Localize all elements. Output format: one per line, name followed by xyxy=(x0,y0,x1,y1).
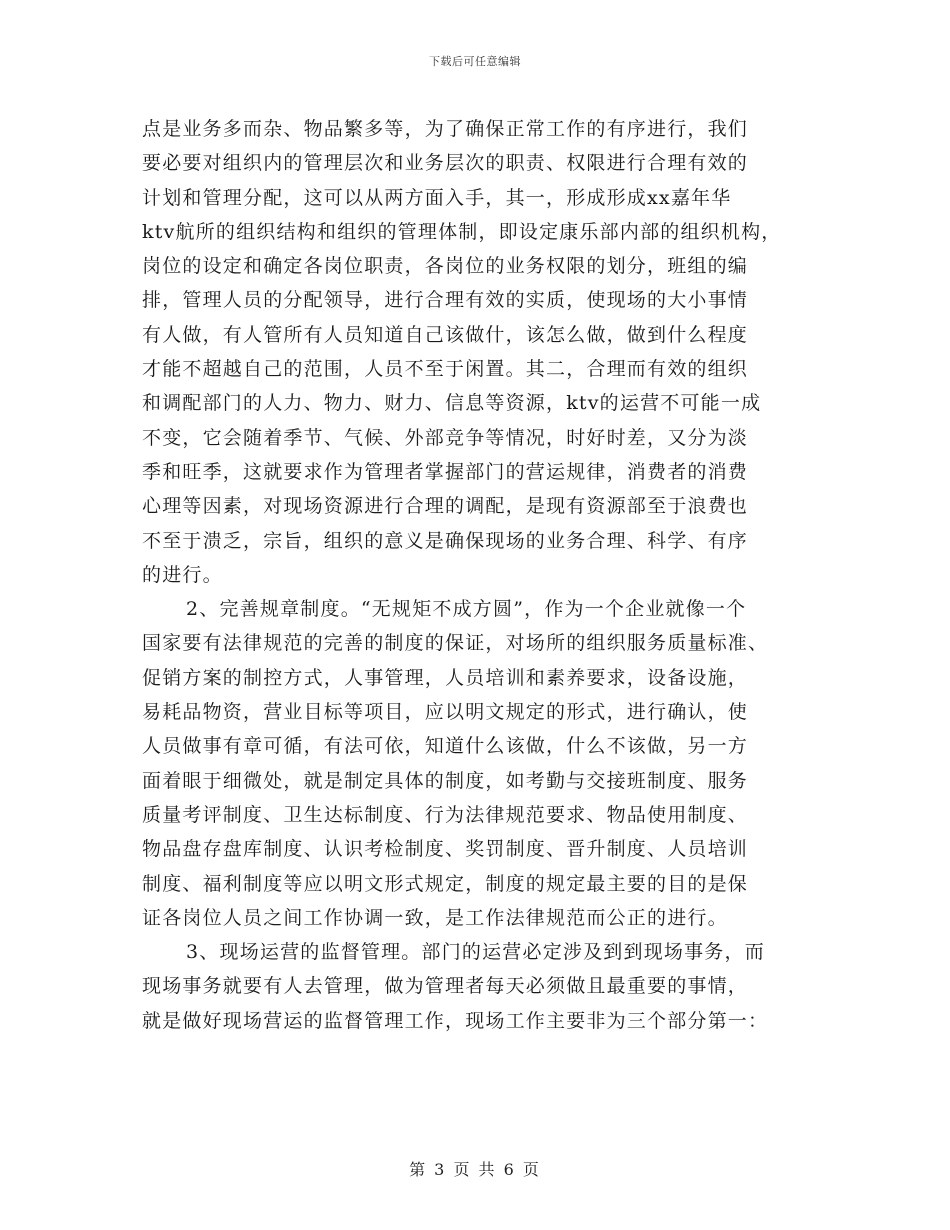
paragraph-line: 质量考评制度、卫生达标制度、行为法律规范要求、物品使用制度、 xyxy=(142,803,749,826)
paragraph-line: 制度、福利制度等应以明文形式规定，制度的规定最主要的目的是保 xyxy=(142,872,749,895)
paragraph-line: 就是做好现场营运的监督管理工作，现场工作主要非为三个部分第一： xyxy=(142,1009,769,1032)
paragraph-line: 心理等因素，对现场资源进行合理的调配，是现有资源部至于浪费也 xyxy=(142,495,749,518)
paragraph-line: 有人做，有人管所有人员知道自己该做什，该怎么做，做到什么程度 xyxy=(142,323,749,346)
paragraph-line: 不至于溃乏，宗旨，组织的意义是确保现场的业务合理、科学、有序 xyxy=(142,529,749,552)
paragraph-line: 计划和管理分配，这可以从两方面入手，其一，形成形成xx嘉年华 xyxy=(142,186,732,209)
paragraph-line: 点是业务多而杂、物品繁多等，为了确保正常工作的有序进行，我们 xyxy=(142,118,749,140)
paragraph-line: 和调配部门的人力、物力、财力、信息等资源，ktv的运营不可能一成 xyxy=(142,392,762,415)
paragraph-line: 要必要对组织内的管理层次和业务层次的职责、权限进行合理有效的 xyxy=(142,152,749,175)
paragraph-line: 才能不超越自己的范围，人员不至于闲置。其二，合理而有效的组织 xyxy=(142,358,749,381)
paragraph-line: 岗位的设定和确定各岗位职责，各岗位的业务权限的划分，班组的编 xyxy=(142,255,749,278)
paragraph-line: ktv航所的组织结构和组织的管理体制，即设定康乐部内部的组织机构， xyxy=(142,220,782,243)
paragraph-line: 促销方案的制控方式，人事管理，人员培训和素养要求，设备设施， xyxy=(142,666,749,689)
paragraph-line: 季和旺季，这就要求作为管理者掌握部门的营运规律，消费者的消费 xyxy=(142,460,749,483)
paragraph-line: 人员做事有章可循，有法可依，知道什么该做，什么不该做，另一方 xyxy=(142,735,749,758)
document-body xyxy=(142,112,822,1038)
paragraph-line: 2、完善规章制度。“无规矩不成方圆”，作为一个企业就像一个 xyxy=(186,598,747,621)
paragraph-line: 面着眼于细微处，就是制定具体的制度，如考勤与交接班制度、服务 xyxy=(142,769,749,792)
paragraph-line: 现场事务就要有人去管理，做为管理者每天必须做且最重要的事情， xyxy=(142,975,749,998)
paragraph-line: 排，管理人员的分配领导，进行合理有效的实质，使现场的大小事情 xyxy=(142,289,749,312)
page-header: 下载后可任意编辑 xyxy=(429,55,521,68)
paragraph-line: 证各岗位人员之间工作协调一致，是工作法律规范而公正的进行。 xyxy=(142,906,728,929)
paragraph-line: 的进行。 xyxy=(142,563,223,586)
paragraph-line: 不变，它会随着季节、气候、外部竞争等情况，时好时差，又分为淡 xyxy=(142,426,749,449)
paragraph-line: 国家要有法律规范的完善的制度的保证，对场所的组织服务质量标准、 xyxy=(142,632,769,655)
paragraph-line: 3、现场运营的监督管理。部门的运营必定涉及到到现场事务，而 xyxy=(186,941,765,964)
paragraph-line: 物品盘存盘库制度、认识考检制度、奖罚制度、晋升制度、人员培训 xyxy=(142,838,749,861)
paragraph-line: 易耗品物资，营业目标等项目，应以明文规定的形式，进行确认，使 xyxy=(142,701,749,724)
page-number: 第 3 页 共 6 页 xyxy=(409,1160,541,1179)
